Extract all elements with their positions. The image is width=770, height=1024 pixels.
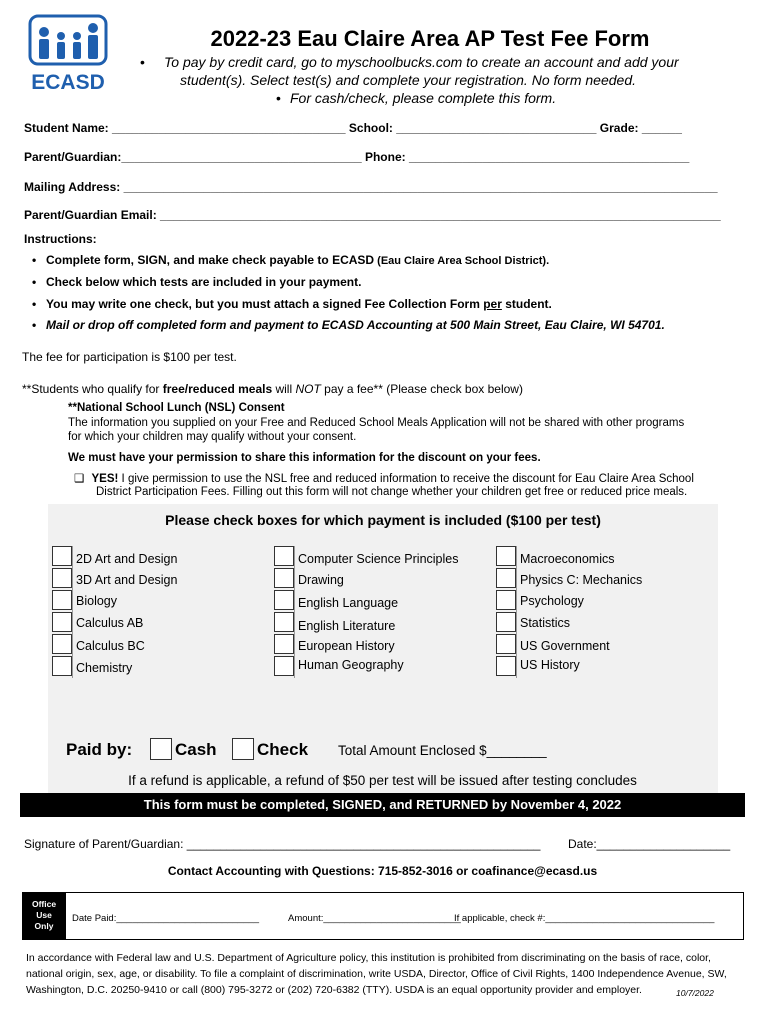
test-option: Psychology xyxy=(520,594,584,608)
family-figures-icon xyxy=(28,14,108,94)
refund-note: If a refund is applicable, a refund of $50 per test will be issued after testing concludes xyxy=(128,773,637,788)
logo-text: ECASD xyxy=(31,71,105,94)
page-title: 2022-23 Eau Claire Area AP Test Fee Form xyxy=(210,26,650,51)
parent-phone-field[interactable]: Parent/Guardian:____________________________________ Phone: __________________________________________ xyxy=(24,150,690,164)
test-option: Biology xyxy=(76,594,117,608)
test-checkbox[interactable] xyxy=(496,656,516,676)
tests-panel-title: Please check boxes for which payment is included ($100 per test) xyxy=(165,512,601,528)
test-checkbox[interactable] xyxy=(496,634,516,654)
instruction-item: • Complete form, SIGN, and make check payable to ECASD (Eau Claire Area School District). xyxy=(32,253,550,267)
ecasd-logo xyxy=(28,14,108,94)
signature-field[interactable]: Signature of Parent/Guardian: _____________________________________________________ xyxy=(24,837,541,851)
test-checkbox[interactable] xyxy=(52,590,72,610)
contact-line: Contact Accounting with Questions: 715-852-3016 or coafinance@ecasd.us xyxy=(167,864,598,878)
test-option: Physics C: Mechanics xyxy=(520,573,643,587)
test-option: US History xyxy=(520,658,580,672)
test-option: US Government xyxy=(520,639,610,653)
test-checkbox[interactable] xyxy=(274,590,294,610)
test-checkbox[interactable] xyxy=(52,568,72,588)
instructions-label: Instructions: xyxy=(24,232,97,246)
nsl-text: for which your children may qualify without your consent. xyxy=(68,431,357,443)
test-option: Calculus AB xyxy=(76,616,144,630)
check-label: Check xyxy=(257,740,309,759)
test-option: Statistics xyxy=(520,616,571,630)
parent-email-field[interactable]: Parent/Guardian Email: ____________________________________________________________________________________ xyxy=(24,208,721,222)
instruction-item: • Mail or drop off completed form and payment to ECASD Accounting at 500 Main Street, Eau Claire, WI 54701. xyxy=(32,318,665,332)
deadline-banner: This form must be completed, SIGNED, and RETURNED by November 4, 2022 xyxy=(20,793,745,817)
test-checkbox[interactable] xyxy=(496,590,516,610)
test-checkbox[interactable] xyxy=(52,656,72,676)
pay-online-line-1: • To pay by credit card, go to myschoolbucks.com to create an account and add your xyxy=(140,54,679,70)
cash-label: Cash xyxy=(175,740,217,759)
test-checkbox[interactable] xyxy=(274,568,294,588)
total-amount-field[interactable]: Total Amount Enclosed $________ xyxy=(338,743,547,758)
check-checkbox[interactable] xyxy=(232,738,254,760)
nsl-text: The information you supplied on your Free and Reduced School Meals Application will not be shared with other programs xyxy=(68,417,685,429)
test-option: Computer Science Principles xyxy=(298,552,459,566)
test-checkbox[interactable] xyxy=(496,568,516,588)
office-amount-field[interactable]: Amount:__________________________ xyxy=(288,913,461,924)
nsl-permission-required: We must have your permission to share this information for the discount on your fees. xyxy=(68,452,541,464)
test-checkbox[interactable] xyxy=(52,634,72,654)
test-checkbox[interactable] xyxy=(496,612,516,632)
test-checkbox[interactable] xyxy=(274,612,294,632)
nsl-heading: **National School Lunch (NSL) Consent xyxy=(68,402,285,414)
instruction-item: • Check below which tests are included in your payment. xyxy=(32,275,362,289)
test-option: Human Geography xyxy=(298,658,404,672)
test-checkbox[interactable] xyxy=(496,546,516,566)
test-checkbox[interactable] xyxy=(52,612,72,632)
test-option: Macroeconomics xyxy=(520,552,615,566)
test-option: English Language xyxy=(298,596,399,610)
test-option: Chemistry xyxy=(76,661,133,675)
pay-online-line-2: student(s). Select test(s) and complete your registration. No form needed. xyxy=(180,72,636,88)
office-date-paid-field[interactable]: Date Paid:___________________________ xyxy=(72,913,260,924)
test-checkbox[interactable] xyxy=(274,546,294,566)
revision-date: 10/7/2022 xyxy=(676,988,714,998)
nsl-consent-text: District Participation Fees. Filling out this form will not change whether your children get free or reduced price meals. xyxy=(96,486,688,498)
test-option: English Literature xyxy=(298,619,396,633)
paid-by-label: Paid by: xyxy=(66,740,133,759)
pay-cash-line: • For cash/check, please complete this form. xyxy=(276,90,557,106)
mailing-address-field[interactable]: Mailing Address: _________________________________________________________________________________________ xyxy=(24,180,718,194)
test-option: 2D Art and Design xyxy=(76,552,178,566)
office-check-number-field[interactable]: If applicable, check #:________________________________ xyxy=(454,913,715,924)
free-reduced-note: **Students who qualify for free/reduced meals will NOT pay a fee** (Please check box below) xyxy=(22,382,523,396)
student-school-grade-field[interactable]: Student Name: ___________________________________ School: ______________________________ Grade: ______ xyxy=(24,121,682,135)
test-checkbox[interactable] xyxy=(274,634,294,654)
usda-disclaimer: In accordance with Federal law and U.S. Department of Agriculture policy, this institution is prohibited from discriminating on the basis of race, color, national origin, sex, age, or disability. To file a complaint of discrimination, write USDA, Director, Office of Civil Rights, 1400 Independence Avenue, SW, Washington, D.C. 20250-9410 or call (800) 795-3272 or (202) 720-6382 (TTY). USDA is an equal opportunity provider and employer. xyxy=(26,952,727,996)
fee-statement: The fee for participation is $100 per test. xyxy=(22,350,237,364)
instruction-item: • You may write one check, but you must attach a signed Fee Collection Form per student. xyxy=(32,297,552,311)
office-use-tag: Office Use Only xyxy=(22,892,66,940)
empty-checkbox-icon[interactable]: ❑ xyxy=(74,473,85,485)
test-checkbox[interactable] xyxy=(52,546,72,566)
test-option: European History xyxy=(298,639,395,653)
nsl-consent-checkbox-row[interactable]: ❑ YES! I give permission to use the NSL free and reduced information to receive the discount for Eau Claire Area School xyxy=(74,473,694,485)
test-option: Drawing xyxy=(298,573,344,587)
cash-checkbox[interactable] xyxy=(150,738,172,760)
test-option: 3D Art and Design xyxy=(76,573,178,587)
test-option: Calculus BC xyxy=(76,639,145,653)
test-checkbox[interactable] xyxy=(274,656,294,676)
date-field[interactable]: Date:____________________ xyxy=(568,837,731,851)
